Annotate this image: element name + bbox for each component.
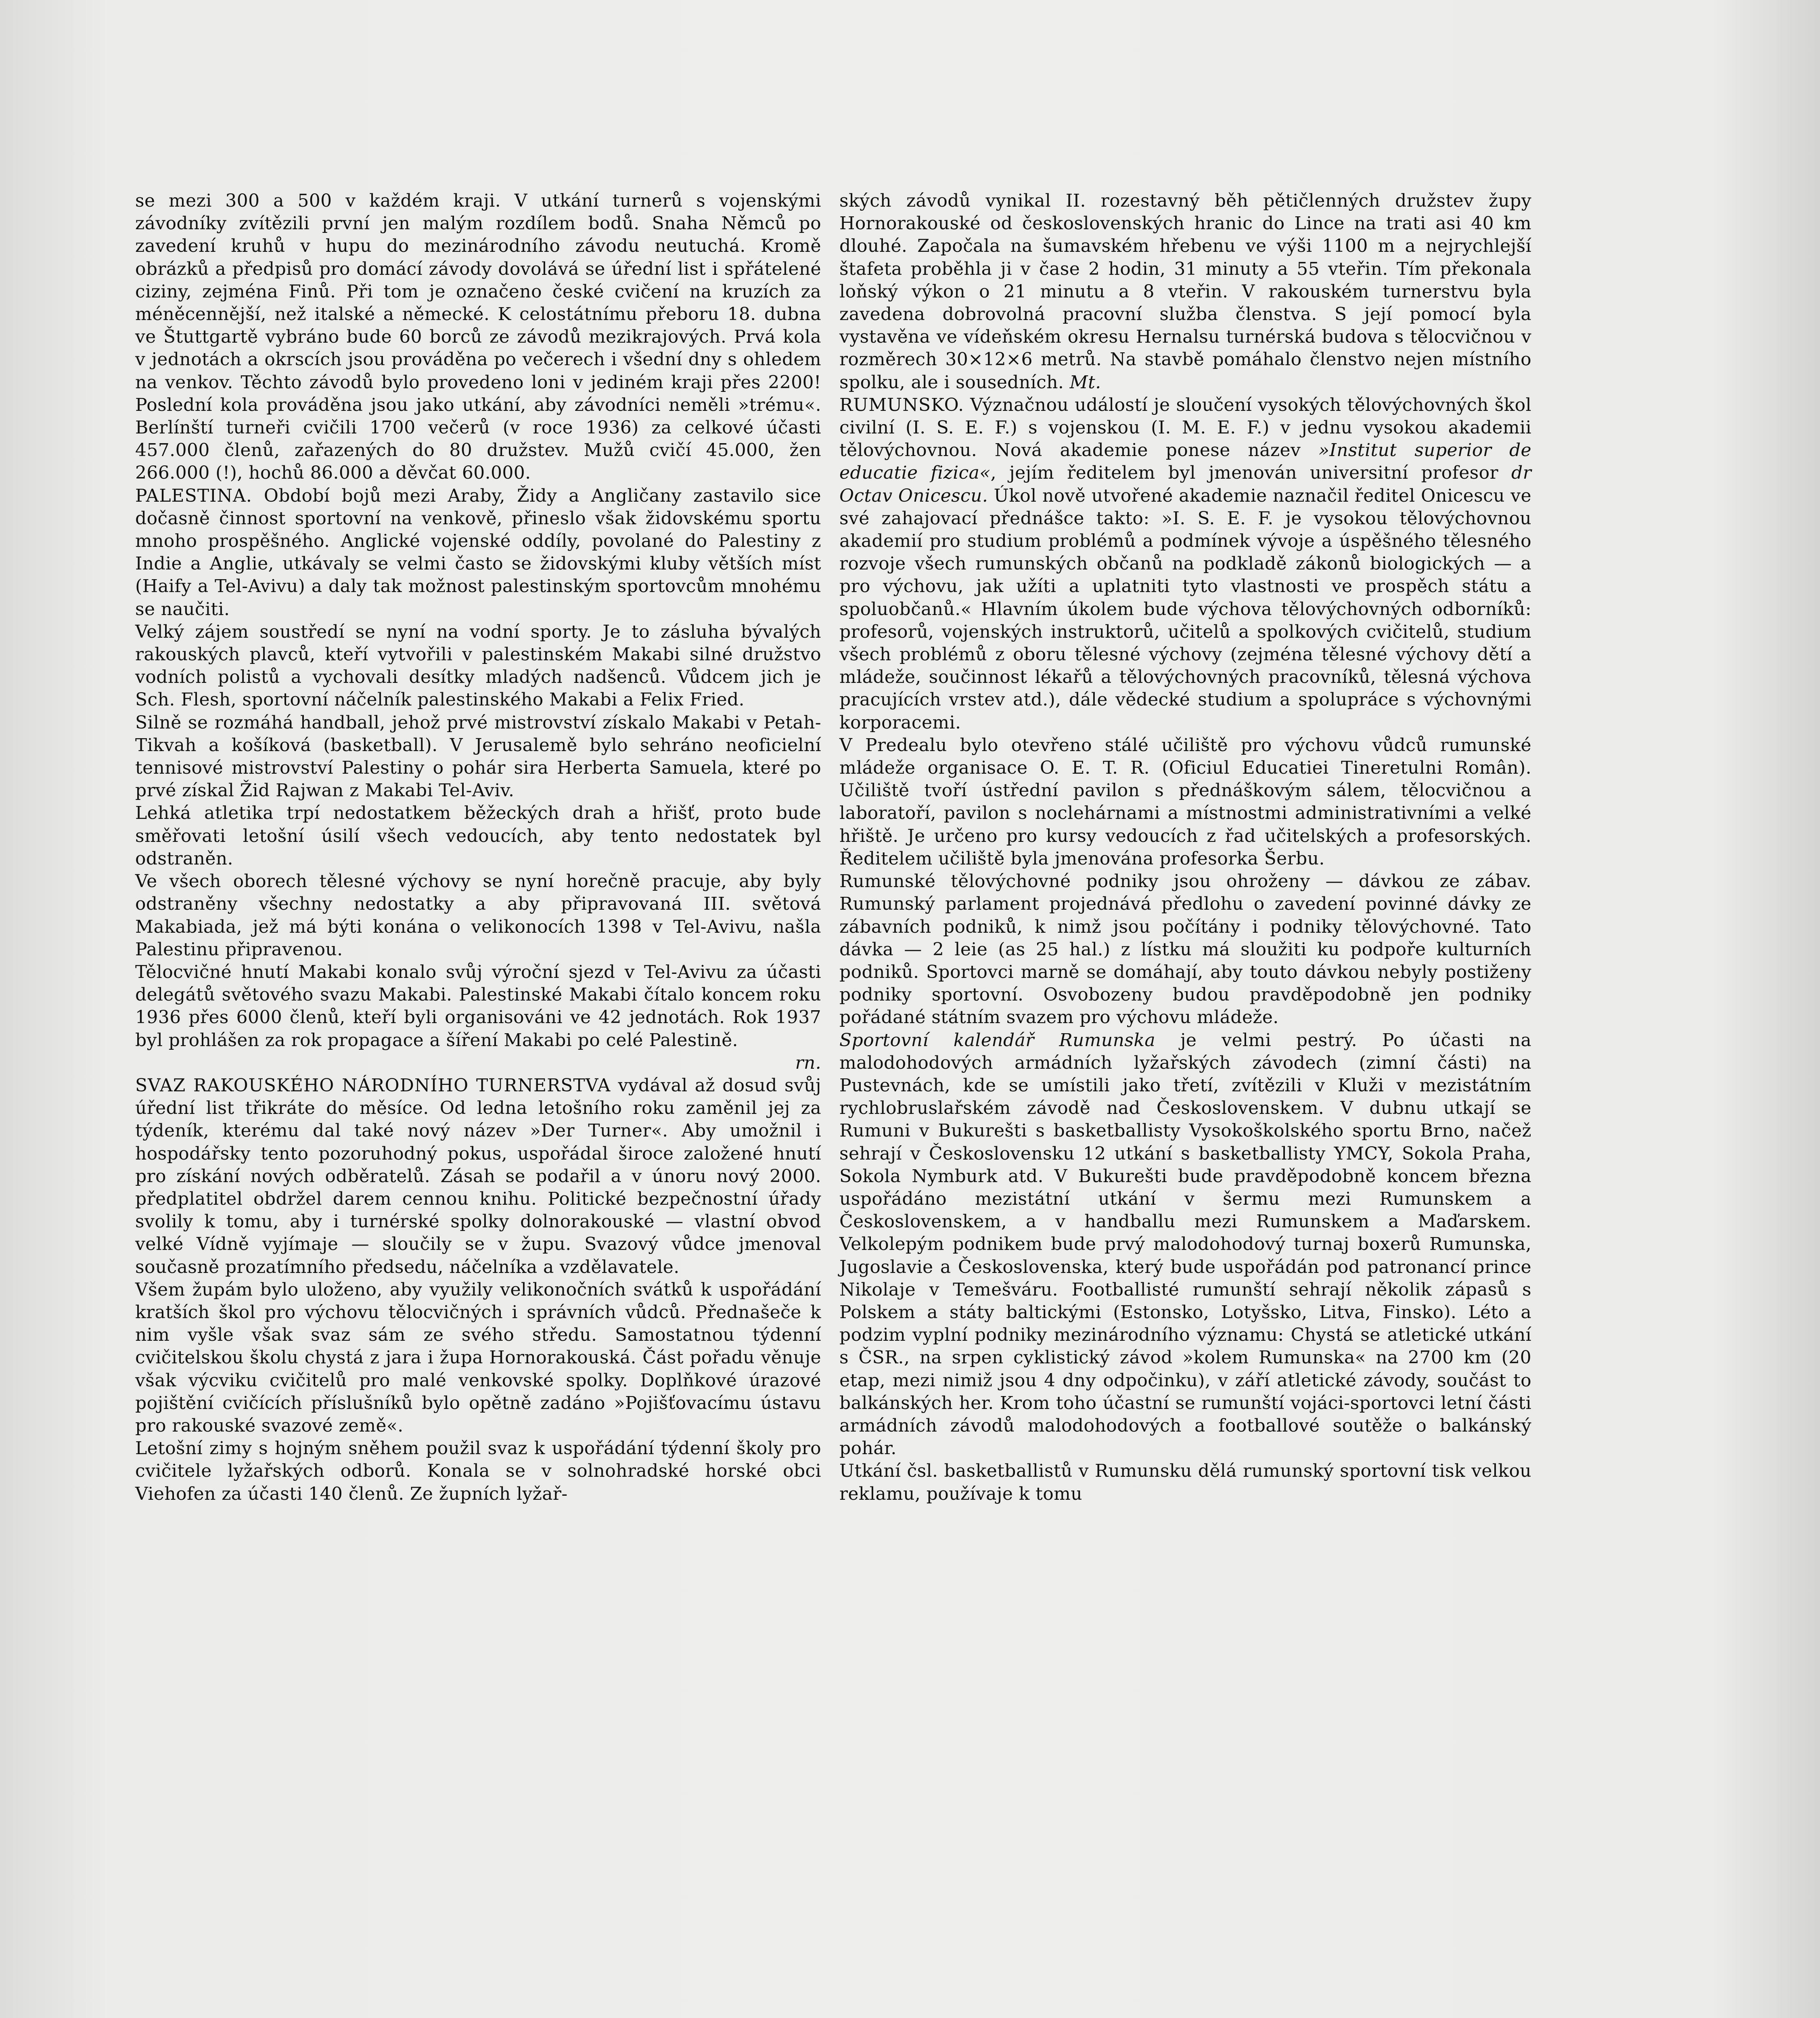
paragraph-text: Období bojů mezi Araby, Židy a Angličany zastavilo sice dočasně činnost sportovní na venkově, přineslo však židovskému sportu mnoho prospěšného. Anglické vojenské oddíly, povolané do Palestiny z Indie a Anglie, utkávaly se velmi často se židovskými kluby větších míst (Haify a Tel-Avivu) a daly tak možnost palestinským sportovcům mnohému se naučiti. bbox=[135, 485, 821, 620]
paragraph-makabi-congress bbox=[135, 961, 821, 1074]
paragraph-austrian-turners bbox=[135, 1074, 821, 1279]
paragraph-palestina bbox=[135, 485, 821, 621]
paragraph-relay-race bbox=[839, 190, 1531, 394]
paragraph-text: je velmi pestrý. Po účasti na malodohodových armádních lyžařských závodech (zimní části) na Pustevnách, kde se umístili jako třetí, zvítězili v Kluži v mezistátním rychlobruslařském závodě nad Československem. V dubnu utkají se Rumuni v Bukurešti s basketballisty Vysokoškolského sportu Brno, načež sehrají v Československu 12 utkání s basketballisty YMCY, Sokola Praha, Sokola Nymburk atd. V Bukurešti bude pravděpodobně koncem března uspořádáno mezistátní utkání v šermu mezi Rumunskem a Československem, a v handballu mezi Rumunskem a Maďarskem. Velkolepým podnikem bude prvý malodohodový turnaj boxerů Rumunska, Jugoslavie a Československa, který bude uspořádán pod patronancí prince Nikolaje v Temešváru. Footballisté rumunští sehrají několik zápasů s Polskem a státy baltickými (Estonsko, Lotyšsko, Litva, Finsko). Léto a podzim vyplní podniky mezinárodního významu: Chystá se atletické utkání s ČSR., na srpen cyklistický závod »kolem Rumunska« na 2700 km (20 etap, mezi nimiž jsou 4 dny odpočinku), v září atletické závody, součást to balkánských her. Krom toho účastní se rumunští vojáci-sportovci letní části armádních závodů malodohodových a footballové soutěže o balkánský pohár. bbox=[839, 1030, 1531, 1459]
paragraph-text: , jejím ředitelem byl jmenován universitní profesor bbox=[990, 463, 1498, 484]
paragraph-text: Úkol nově utvořené akademie naznačil ředitel Onicescu ve své zahajovací přednášce takto: »I. S. E. F. je vysokou tělovýchovnou akademií pro studium problémů a podmínek vývoje a úspěšného tělesného rozvoje všech rumunských občanů na podkladě zákonů biologických — a pro výchovu, jak užíti a uplatniti tyto vlastnosti ve prospěch státu a spoluobčanů.« Hlavním úkolem bude výchova tělovýchovných odborníků: profesorů, vojenských instruktorů, učitelů a spolkových cvičitelů, studium všech problémů z oboru tělesné výchovy (zejména tělesné výchovy dětí a mládeže, součinnost lékařů a tělovýchovných pracovníků, tělesná výchova pracujících vrstev atd.), dále vědecké studium a spolupráce s výchovnými korporacemi. bbox=[839, 485, 1531, 733]
section-heading-austrian-turners: SVAZ RAKOUSKÉHO NÁRODNÍHO TURNERSTVA bbox=[135, 1075, 611, 1096]
paragraph-entertainment-tax: Rumunské tělovýchovné podniky jsou ohroženy — dávkou ze zábav. Rumunský parlament projednává předlohu o zavedení povinné dávky ze zábavních podniků, k nimž jsou počítány i podniky tělovýchovné. Tato dávka — 2 leie (as 25 hal.) z lístku má sloužiti ku podpoře kulturních podniků. Sportovci marně se domáhají, aby touto dávkou nebyly postiženy podniky sportovní. Osvobozeny budou pravděpodobně jen podniky pořádané státním svazem pro výchovu mládeže. bbox=[839, 871, 1531, 1028]
paragraph-turner-competitions: se mezi 300 a 500 v každém kraji. V utkání turnerů s vojenskými závodníky zvítězili první jen malým rozdílem bodů. Snaha Němců po zavedení kruhů v hupu do mezinárodního závodu neutuchá. Kromě obrázků a předpisů pro domácí závody dovolává se úřední list i spřátelené ciziny, zejména Finů. Při tom je označeno české cvičení na kruzích za méněcennější, než italské a německé. K celostátnímu přeboru 18. dubna ve Štuttgartě vybráno bude 60 borců ze závodů mezikrajových. Prvá kola v jednotách a okrscích jsou prováděna po večerech i všední dny s ohledem na venkov. Těchto závodů bylo provedeno loni v jediném kraji přes 2200! Poslední kola prováděna jsou jako utkání, aby závodníci neměli »trému«. Berlínští turneři cvičili 1700 večerů (v roce 1936) za celkové účasti 457.000 členů, zařazených do 80 družstev. Mužů cvičí 45.000, žen 266.000 (!), hochů 86.000 a děvčat 60.000. bbox=[135, 190, 821, 484]
author-initials: rn. bbox=[795, 1052, 821, 1073]
director-name: dr Octav Onicescu. bbox=[839, 463, 1531, 506]
paragraph-text: ských závodů vynikal II. rozestavný běh pětičlenných družstev župy Hornorakouské od československých hranic do Lince na trati asi 40 km dlouhé. Započala na šumavském hřebenu ve výši 1100 m a nejrychlejší štafeta proběhla ji v čase 2 hodin, 31 minuty a 55 vteřin. Tím překonala loňský výkon o 21 minutu a 8 vteřin. V rakouském turnerstvu byla zavedena dobrovolná pracovní služba členstva. S její pomocí byla vystavěna ve vídeňském okresu Hernalsu turnérská budova s tělocvičnou v rozměrech 30×12×6 metrů. Na stavbě pomáhalo členstvo nejen místního spolku, ale i sousedních. bbox=[839, 190, 1531, 393]
calendar-heading: Sportovní kalendář Rumunska bbox=[839, 1030, 1156, 1051]
paragraph-water-sports: Velký zájem soustředí se nyní na vodní sporty. Je to zásluha bývalých rakouských plavců, kteří vytvořili v palestinském Makabi silné družstvo vodních polistů a vychovali desítky mladých nadšenců. Vůdcem jich je Sch. Flesh, sportovní náčelník palestinského Makabi a Felix Fried. bbox=[135, 621, 821, 710]
paragraph-text: Význačnou událostí je sloučení vysokých tělovýchovných škol civilní (I. S. E. F.) s vojenskou (I. M. E. F.) v jednu vysokou akademii tělovýchovnou. Nová akademie ponese název bbox=[839, 394, 1532, 461]
paragraph-athletics: Lehká atletika trpí nedostatkem běžeckých drah a hřišť, proto bude směřovati letošní úsilí všech vedoucích, aby tento nedostatek byl odstraněn. bbox=[135, 803, 821, 869]
paragraph-text: vydával až dosud svůj úřední list třikráte do měsíce. Od ledna letošního roku zaměnil jej za týdeník, kterému dal také nový název »Der Turner«. Aby umožnil i hospodářsky tento pozoruhodný pokus, uspořádal široce založené hnutí pro získání nových odběratelů. Zásah se podařil a v únoru nový 2000. předplatitel obdržel darem cennou knihu. Politické bezpečnostní úřady svolily k tomu, aby i turnérské spolky dolnorakouské — vlastní obvod velké Vídně vyjímaje — sloučily se v župu. Svazový vůdce jmenoval současně prozatímního předsedu, náčelníka a vzdělavatele. bbox=[135, 1075, 821, 1277]
author-initials: Mt. bbox=[1069, 372, 1101, 393]
paragraph-sports-calendar bbox=[839, 1029, 1531, 1460]
paragraph-text: Tělocvičné hnutí Makabi konalo svůj výroční sjezd v Tel-Avivu za účasti delegátů světového svazu Makabi. Palestinské Makabi čítalo koncem roku 1936 přes 6000 členů, kteří byli organisováni ve 42 jednotách. Rok 1937 byl prohlášen za rok propagace a šíření Makabi po celé Palestině. bbox=[135, 961, 821, 1051]
paragraph-basketball: Utkání čsl. basketballistů v Rumunsku dělá rumunský sportovní tisk velkou reklamu, používaje k tomu bbox=[839, 1461, 1531, 1504]
section-heading-palestina: PALESTINA. bbox=[135, 485, 252, 506]
paragraph-ski-school: Letošní zimy s hojným sněhem použil svaz k uspořádání týdenní školy pro cvičitele lyžařských odborů. Konala se v solnohradské horské obci Viehofen za účasti 140 členů. Ze župních lyžař- bbox=[135, 1438, 821, 1504]
left-column bbox=[135, 190, 821, 1505]
paragraph-easter-schools: Všem župám bylo uloženo, aby využily velikonočních svátků k uspořádání kratších škol pro výchovu tělocvičných i správních vůdců. Přednašeče k nim vyšle však svaz sám ze svého středu. Samostatnou týdenní cvičitelskou školu chystá z jara i župa Hornorakouská. Část pořadu věnuje však výcviku cvičitelů pro malé venkovské spolky. Doplňkové úrazové pojištění cvičících příslušníků bylo opětně zadáno »Pojišťovacímu ústavu pro rakouské svazové země«. bbox=[135, 1279, 821, 1436]
paragraph-handball: Silně se rozmáhá handball, jehož prvé mistrovství získalo Makabi v Petah-Tikvah a košíková (basketball). V Jerusalemě bylo sehráno neoficielní tennisové mistrovství Palestiny o pohár sira Herberta Samuela, které po prvé získal Žid Rajwan z Makabi Tel-Aviv. bbox=[135, 712, 821, 801]
section-heading-rumunsko: RUMUNSKO. bbox=[839, 394, 964, 415]
paragraph-rumunsko bbox=[839, 394, 1531, 734]
institute-name: »Institut superior de educatie fizica« bbox=[839, 440, 1532, 484]
right-column bbox=[839, 190, 1531, 1505]
paragraph-predeal-school: V Predealu bylo otevřeno stálé učiliště pro výchovu vůdců rumunské mládeže organisace O. E. T. R. (Oficiul Educatiei Tineretulni Român). Učiliště tvoří ústřední pavilon s přednáškovým sálem, tělocvičnou a laboratoří, pavilon s noclehárnami a místnostmi administrativními a velké hřiště. Je určeno pro kursy vedoucích z řad učitelských a profesorských. Ředitelem učiliště byla jmenována profesorka Šerbu. bbox=[839, 735, 1531, 869]
paragraph-makabiada: Ve všech oborech tělesné výchovy se nyní horečně pracuje, aby byly odstraněny všechny nedostatky a aby připravovaná III. světová Makabiada, jež má býti konána o velikonocích 1398 v Tel-Avivu, našla Palestinu připravenou. bbox=[135, 871, 821, 960]
